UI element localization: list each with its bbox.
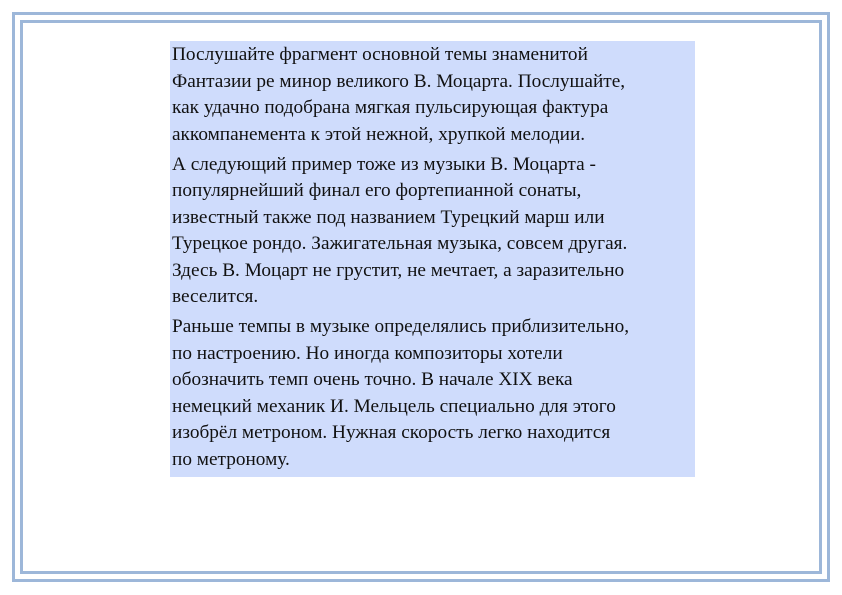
text-line: Здесь В. Моцарт не грустит, не мечтает, а заразительно	[172, 259, 625, 281]
text-line: известный также под названием Турецкий марш или	[172, 206, 605, 228]
text-line: веселится.	[172, 286, 259, 307]
text-line: Раньше темпы в музыке определялись приблизительно,	[172, 316, 630, 337]
text-line: по настроению. Но иногда композиторы хотели	[172, 342, 563, 364]
text-line: аккомпанемента к этой нежной, хрупкой мелодии.	[172, 123, 586, 145]
text-line: Турецкое рондо. Зажигательная музыка, совсем другая.	[172, 233, 628, 254]
text-line: немецкий механик И. Мельцель специально для этого	[172, 395, 616, 417]
text-block	[170, 41, 695, 477]
paragraph-3	[172, 314, 693, 473]
text-line: А следующий пример тоже из музыки В. Моцарта -	[172, 153, 596, 175]
text-line: обозначить темп очень точно. В начале XIX века	[172, 369, 573, 390]
paragraph-1	[172, 42, 693, 148]
text-line: Послушайте фрагмент основной темы знаменитой	[172, 44, 588, 65]
paragraph-2	[172, 152, 693, 311]
text-line: популярнейший финал его фортепианной сонаты,	[172, 180, 582, 201]
text-line: Фантазии ре минор великого В. Моцарта. Послушайте,	[172, 70, 626, 92]
text-line: по метроному.	[172, 448, 290, 470]
text-line: изобрёл метроном. Нужная скорость легко находится	[172, 422, 611, 443]
text-line: как удачно подобрана мягкая пульсирующая фактура	[172, 97, 609, 118]
